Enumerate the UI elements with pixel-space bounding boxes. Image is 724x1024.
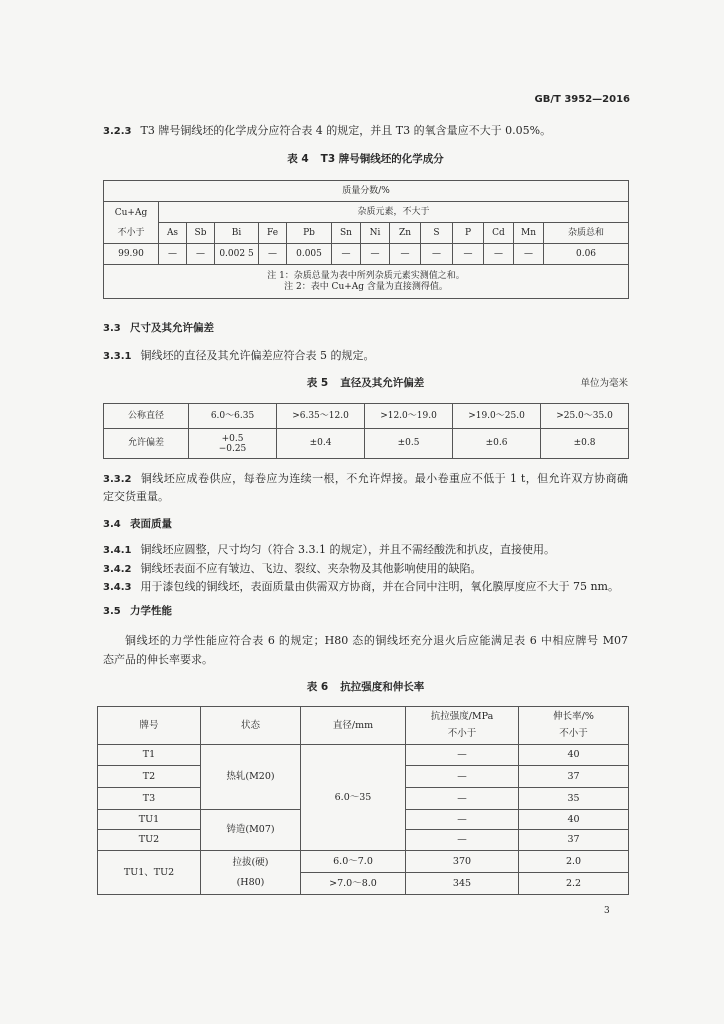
cu-ag-minimum-label: 不小于 <box>117 227 145 238</box>
table-cell: — <box>259 244 287 265</box>
table-5-unit-note: 单位为毫米 <box>580 378 628 389</box>
tolerance-lower: −0.25 <box>218 443 247 454</box>
grade-cell: T1 <box>98 745 201 766</box>
element-header-s: S <box>421 223 453 244</box>
table-4-notes <box>104 265 629 299</box>
element-header-cd: Cd <box>484 223 514 244</box>
table-cell: — <box>187 244 215 265</box>
table-6 <box>97 706 629 895</box>
tolerance-cell: ±0.6 <box>453 429 541 459</box>
clause-3-4-2 <box>103 562 481 576</box>
clause-3-3-2-line-1 <box>103 472 628 485</box>
table-cell: — <box>159 244 187 265</box>
grade-cell: T2 <box>98 766 201 788</box>
clause-text: T3 牌号铜线坯的化学成分应符合表 4 的规定，并且 T3 的氧含量应不大于 0.05%。 <box>140 124 552 137</box>
elongation-cell: 2.2 <box>519 873 629 895</box>
section-3-4-heading <box>103 518 172 531</box>
section-number: 3.4 <box>103 519 121 530</box>
element-header-sn: Sn <box>332 223 361 244</box>
tensile-cell: — <box>406 788 519 810</box>
tensile-cell: — <box>406 766 519 788</box>
table-6-title: 抗拉强度和伸长率 <box>340 681 425 693</box>
clause-3-5-line-1: 铜线坯的力学性能应符合表 6 的规定；H80 态的铜线坯充分退火后应能满足表 6 中相应牌号 M07 <box>125 634 628 647</box>
table-4-label: 表 4 <box>287 153 309 165</box>
clause-text: 铜线坯的直径及其允许偏差应符合表 5 的规定。 <box>140 349 375 362</box>
table-4 <box>103 180 629 299</box>
table-5 <box>103 403 629 459</box>
diameter-range: >19.0～25.0 <box>453 404 541 429</box>
clause-text: 用于漆包线的铜线坯，表面质量由供需双方协商，并在合同中注明，氧化膜厚度应不大于 75 nm。 <box>140 580 619 593</box>
grade-cell: TU1、TU2 <box>98 851 201 895</box>
tolerance-cell: ±0.8 <box>541 429 629 459</box>
diameter-range: >12.0～19.0 <box>365 404 453 429</box>
table-4-caption <box>103 153 628 166</box>
section-title: 力学性能 <box>130 605 172 617</box>
element-header-as: As <box>159 223 187 244</box>
cu-ag-header: Cu+Ag <box>114 207 148 218</box>
element-header-pb: Pb <box>287 223 332 244</box>
tolerance-upper: +0.5 <box>221 433 244 444</box>
clause-number: 3.4.3 <box>103 582 132 593</box>
diameter-cell: 6.0～7.0 <box>301 851 406 873</box>
clause-3-4-1 <box>103 543 555 557</box>
tensile-cell: — <box>406 810 519 830</box>
grade-header: 牌号 <box>98 707 201 745</box>
section-title: 表面质量 <box>130 518 172 530</box>
clause-text: 铜线坯应圆整，尺寸均匀（符合 3.3.1 的规定），并且不需经酸洗和扒皮，直接使用。 <box>140 543 555 556</box>
diameter-range: 6.0～6.35 <box>189 404 277 429</box>
table-note: 注 1：杂质总量为表中所列杂质元素实测值之和。 <box>267 270 465 281</box>
temper-header: 状态 <box>201 707 301 745</box>
tensile-header-sub: 不小于 <box>447 728 477 739</box>
tolerance-cell: ±0.4 <box>277 429 365 459</box>
table-cell: — <box>361 244 390 265</box>
elongation-cell: 40 <box>519 745 629 766</box>
table-5-caption <box>103 377 628 390</box>
section-3-5-heading <box>103 605 172 618</box>
mass-fraction-header: 质量分数/% <box>104 181 629 202</box>
section-number: 3.3 <box>103 323 121 334</box>
diameter-range: >6.35～12.0 <box>277 404 365 429</box>
section-number: 3.5 <box>103 606 121 617</box>
standard-number-header: GB/T 3952—2016 <box>534 94 630 105</box>
element-header-bi: Bi <box>215 223 259 244</box>
temper-drawn <box>201 851 301 895</box>
diameter-cell: >7.0～8.0 <box>301 873 406 895</box>
elongation-cell: 40 <box>519 810 629 830</box>
cu-ag-header-cell <box>104 202 159 244</box>
clause-number: 3.3.1 <box>103 351 132 362</box>
grade-cell: TU1 <box>98 810 201 830</box>
table-cell: 0.005 <box>287 244 332 265</box>
section-title: 尺寸及其允许偏差 <box>130 322 214 334</box>
grade-cell: T3 <box>98 788 201 810</box>
impurity-total-value: 0.06 <box>544 244 629 265</box>
table-cell: 0.002 5 <box>215 244 259 265</box>
clause-text: 铜线坯表面不应有皱边、飞边、裂纹、夹杂物及其他影响使用的缺陷。 <box>140 562 482 575</box>
table-4-title: T3 牌号铜线坯的化学成分 <box>320 153 444 165</box>
tensile-cell: 370 <box>406 851 519 873</box>
clause-number: 3.4.2 <box>103 564 132 575</box>
elongation-cell: 2.0 <box>519 851 629 873</box>
temper-hot-rolled: 热轧(M20) <box>201 745 301 810</box>
tensile-header <box>406 707 519 745</box>
table-6-label: 表 6 <box>306 681 329 693</box>
element-header-zn: Zn <box>390 223 421 244</box>
clause-number: 3.3.2 <box>103 474 132 485</box>
clause-number: 3.2.3 <box>103 126 132 137</box>
diameter-range: >25.0～35.0 <box>541 404 629 429</box>
temper-drawn-line-2: (H80) <box>236 876 265 888</box>
elongation-header-label: 伸长率/% <box>553 711 594 722</box>
table-cell: — <box>332 244 361 265</box>
clause-3-3-2-line-2: 定交货重量。 <box>103 490 169 503</box>
nominal-diameter-header: 公称直径 <box>104 404 189 429</box>
element-header-fe: Fe <box>259 223 287 244</box>
table-note: 注 2：表中 Cu+Ag 含量为直接测得值。 <box>284 281 448 292</box>
element-header-sb: Sb <box>187 223 215 244</box>
clause-number: 3.4.1 <box>103 545 132 556</box>
clause-3-4-3 <box>103 580 619 594</box>
table-cell: — <box>390 244 421 265</box>
diameter-header: 直径/mm <box>301 707 406 745</box>
table-cell: — <box>421 244 453 265</box>
element-header-mn: Mn <box>514 223 544 244</box>
tensile-cell: — <box>406 830 519 851</box>
clause-3-3-1 <box>103 349 374 363</box>
temper-cast: 铸造(M07) <box>201 810 301 851</box>
tolerance-cell <box>189 429 277 459</box>
section-3-3-heading <box>103 322 214 335</box>
page-number: 3 <box>604 906 610 916</box>
elongation-cell: 37 <box>519 766 629 788</box>
diameter-range-all: 6.0～35 <box>301 745 406 851</box>
temper-drawn-line-1: 拉拔(硬) <box>232 856 269 868</box>
cu-ag-value: 99.90 <box>104 244 159 265</box>
table-5-title: 直径及其允许偏差 <box>340 377 425 389</box>
tolerance-header: 允许偏差 <box>104 429 189 459</box>
tolerance-cell: ±0.5 <box>365 429 453 459</box>
element-header-ni: Ni <box>361 223 390 244</box>
table-5-label: 表 5 <box>306 377 329 389</box>
table-cell: — <box>514 244 544 265</box>
grade-cell: TU2 <box>98 830 201 851</box>
element-header-p: P <box>453 223 484 244</box>
tensile-header-label: 抗拉强度/MPa <box>430 711 494 722</box>
table-cell: — <box>453 244 484 265</box>
clause-3-5-line-2: 态产品的伸长率要求。 <box>103 653 213 666</box>
clause-3-2-3 <box>103 124 551 138</box>
elongation-cell: 35 <box>519 788 629 810</box>
tensile-cell: — <box>406 745 519 766</box>
tensile-cell: 345 <box>406 873 519 895</box>
impurity-header: 杂质元素，不大于 <box>159 202 629 223</box>
elongation-header <box>519 707 629 745</box>
elongation-header-sub: 不小于 <box>559 728 588 739</box>
clause-text: 铜线坯应成卷供应，每卷应为连续一根，不允许焊接。最小卷重应不低于 1 t，但允许双方协商确 <box>140 472 628 485</box>
impurity-total-header: 杂质总和 <box>544 223 629 244</box>
table-cell: — <box>484 244 514 265</box>
elongation-cell: 37 <box>519 830 629 851</box>
table-6-caption <box>103 681 628 694</box>
